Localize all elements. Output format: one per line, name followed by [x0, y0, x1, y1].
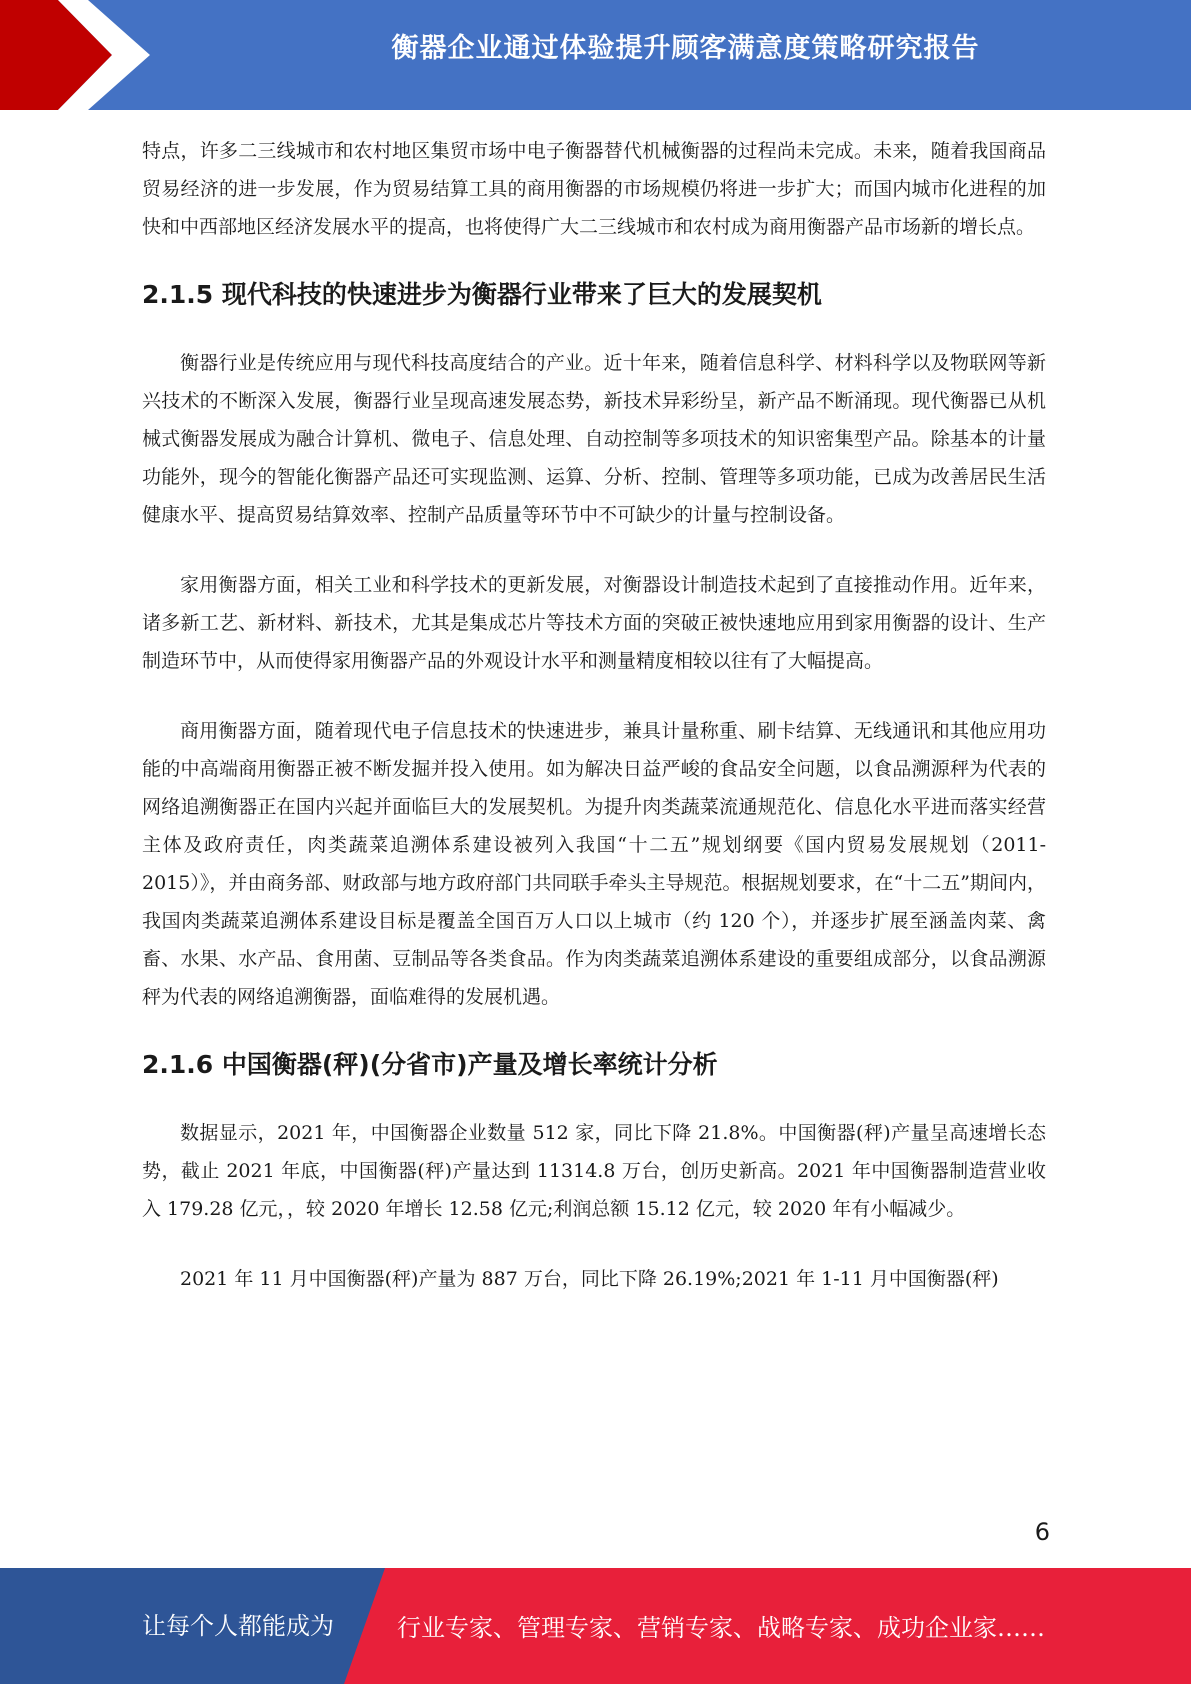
paragraph-commercial-scales: 商用衡器方面，随着现代电子信息技术的快速进步，兼具计量称重、刷卡结算、无线通讯和其他应用功能的中高端商用衡器正被不断发掘并投入使用。如为解决日益严峻的食品安全问题，以食品溯源秤为代表的网络追溯衡器正在国内兴起并面临巨大的发展契机。为提升肉类蔬菜流通规范化、信息化水平进而落实经营主体及政府责任，肉类蔬菜追溯体系建设被列入我国“十二五”规划纲要《国内贸易发展规划（2011-2015）》，并由商务部、财政部与地方政府部门共同联手牵头主导规范。根据规划要求，在“十二五”期间内，我国肉类蔬菜追溯体系建设目标是覆盖全国百万人口以上城市（约 120 个），并逐步扩展至涵盖肉菜、禽畜、水果、水产品、食用菌、豆制品等各类食品。作为肉类蔬菜追溯体系建设的重要组成部分，以食品溯源秤为代表的网络追溯衡器，面临难得的发展机遇。 [142, 720, 1046, 1008]
paragraph-tech-progress: 衡器行业是传统应用与现代科技高度结合的产业。近十年来，随着信息科学、材料科学以及物联网等新兴技术的不断深入发展，衡器行业呈现高速发展态势，新技术异彩纷呈，新产品不断涌现。现代衡器已从机械式衡器发展成为融合计算机、微电子、信息处理、自动控制等多项技术的知识密集型产品。除基本的计量功能外，现今的智能化衡器产品还可实现监测、运算、分析、控制、管理等多项功能，已成为改善居民生活健康水平、提高贸易结算效率、控制产品质量等环节中不可缺少的计量与控制设备。 [142, 352, 1046, 526]
section-heading-2-1-6: 2.1.6 中国衡器(秤)(分省市)产量及增长率统计分析 [142, 1050, 718, 1079]
header-title: 衡器企业通过体验提升顾客满意度策略研究报告 [391, 33, 980, 64]
page-number: 6 [1034, 1518, 1050, 1546]
footer-slogan-left: 让每个人都能成为 [142, 1612, 334, 1640]
page-header [0, 0, 1191, 110]
footer-slogan-right: 行业专家、管理专家、营销专家、战略专家、成功企业家…… [397, 1614, 1045, 1642]
section-heading-2-1-5: 2.1.5 现代科技的快速进步为衡器行业带来了巨大的发展契机 [142, 280, 822, 309]
paragraph-continuation: 特点，许多二三线城市和农村地区集贸市场中电子衡器替代机械衡器的过程尚未完成。未来，随着我国商品贸易经济的进一步发展，作为贸易结算工具的商用衡器的市场规模仍将进一步扩大；而国内城市化进程的加快和中西部地区经济发展水平的提高，也将使得广大二三线城市和农村成为商用衡器产品市场新的增长点。 [142, 140, 1046, 238]
page-footer [0, 1568, 1191, 1684]
paragraph-monthly-output: 2021 年 11 月中国衡器(秤)产量为 887 万台，同比下降 26.19%;2021 年 1-11 月中国衡器(秤) [180, 1268, 999, 1290]
header-arrow-icon [0, 0, 160, 110]
paragraph-household-scales: 家用衡器方面，相关工业和科学技术的更新发展，对衡器设计制造技术起到了直接推动作用。近年来，诸多新工艺、新材料、新技术，尤其是集成芯片等技术方面的突破正被快速地应用到家用衡器的设计、生产制造环节中，从而使得家用衡器产品的外观设计水平和测量精度相较以往有了大幅提高。 [142, 574, 1046, 672]
report-body [142, 132, 1046, 1298]
paragraph-production-data: 数据显示，2021 年，中国衡器企业数量 512 家，同比下降 21.8%。中国衡器(秤)产量呈高速增长态势，截止 2021 年底，中国衡器(秤)产量达到 11314.8 万台，创历史新高。2021 年中国衡器制造营业收入 179.28 亿元，，较 2020 年增长 12.58 亿元;利润总额 15.12 亿元，较 2020 年有小幅减少。 [142, 1122, 1046, 1220]
